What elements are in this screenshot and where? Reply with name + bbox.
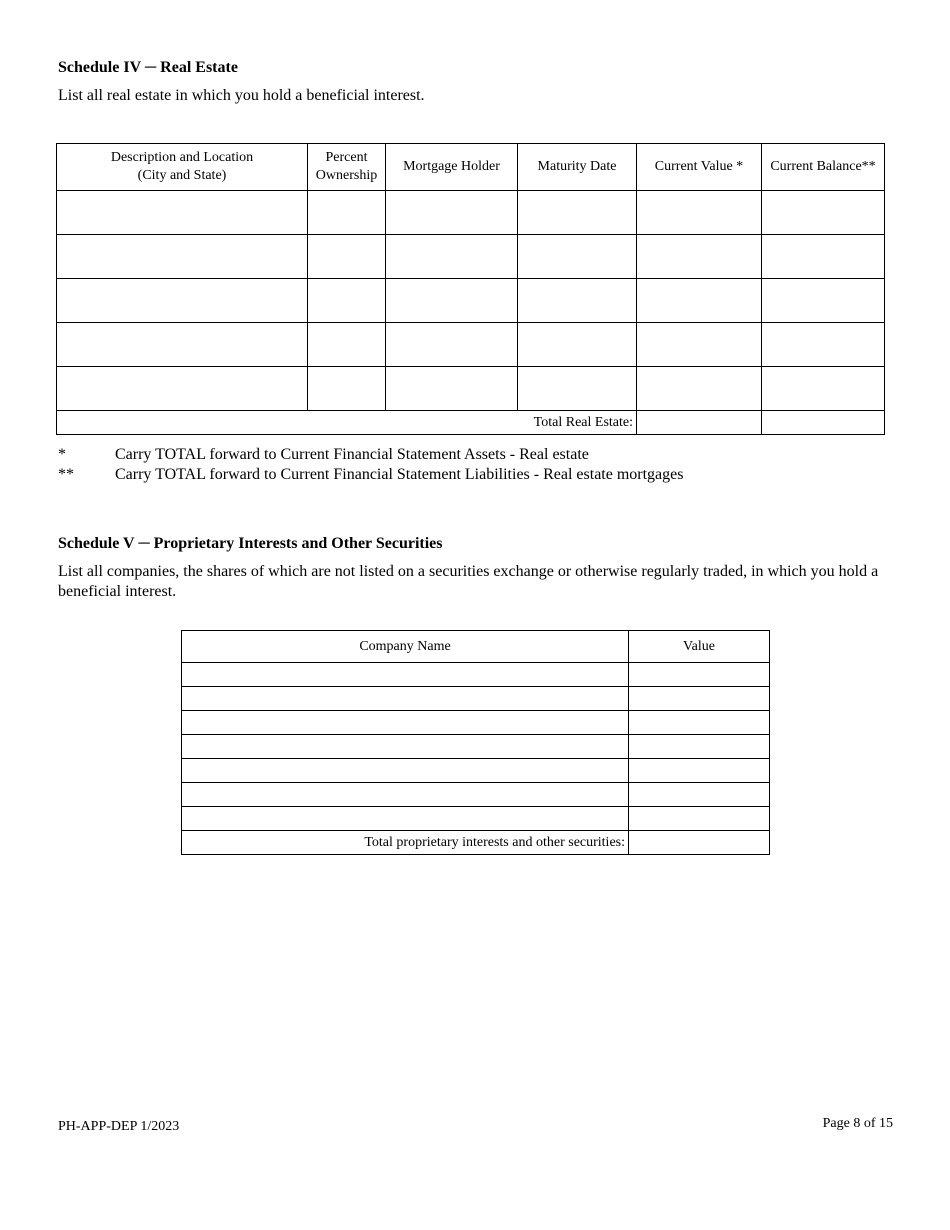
table-row	[182, 711, 770, 735]
maturity-date-cell[interactable]	[518, 191, 637, 235]
percent-cell[interactable]	[308, 235, 386, 279]
company-name-cell[interactable]	[182, 687, 629, 711]
maturity-date-cell[interactable]	[518, 367, 637, 411]
maturity-date-cell[interactable]	[518, 323, 637, 367]
company-name-cell[interactable]	[182, 759, 629, 783]
form-id: PH-APP-DEP 1/2023	[58, 1119, 180, 1134]
total-securities-value-cell[interactable]	[629, 831, 770, 855]
col-header-value: Value	[629, 631, 770, 663]
schedule-v-description: List all companies, the shares of which are not listed on a securities exchange or otherwise regularly traded, in which you hold a beneficial interest.	[58, 563, 879, 600]
company-name-cell[interactable]	[182, 783, 629, 807]
percent-cell[interactable]	[308, 367, 386, 411]
footnote-text: Carry TOTAL forward to Current Financial Statement Assets - Real estate	[115, 446, 589, 463]
real-estate-table	[56, 143, 885, 435]
footnote-mark: **	[58, 466, 74, 483]
current-value-cell[interactable]	[637, 323, 762, 367]
schedule-iv-description: List all real estate in which you hold a beneficial interest.	[58, 87, 425, 104]
current-value-cell[interactable]	[637, 367, 762, 411]
current-value-cell[interactable]	[637, 235, 762, 279]
percent-cell[interactable]	[308, 279, 386, 323]
table-row	[182, 663, 770, 687]
col-header-maturity-date: Maturity Date	[518, 144, 637, 191]
mortgage-holder-cell[interactable]	[386, 191, 518, 235]
company-name-cell[interactable]	[182, 735, 629, 759]
table-row	[57, 323, 885, 367]
percent-cell[interactable]	[308, 323, 386, 367]
securities-header-row	[182, 631, 770, 663]
description-cell[interactable]	[57, 367, 308, 411]
mortgage-holder-cell[interactable]	[386, 235, 518, 279]
current-balance-cell[interactable]	[762, 191, 885, 235]
total-row	[182, 831, 770, 855]
table-row	[182, 807, 770, 831]
col-header-company-name: Company Name	[182, 631, 629, 663]
description-cell[interactable]	[57, 191, 308, 235]
value-cell[interactable]	[629, 663, 770, 687]
col-header-mortgage-holder: Mortgage Holder	[386, 144, 518, 191]
description-cell[interactable]	[57, 279, 308, 323]
value-cell[interactable]	[629, 687, 770, 711]
description-cell[interactable]	[57, 323, 308, 367]
col-header-percent-line1: Percent	[325, 150, 368, 165]
schedule-iv-title: Schedule IV ─ Real Estate	[58, 59, 238, 76]
mortgage-holder-cell[interactable]	[386, 279, 518, 323]
total-current-balance-cell[interactable]	[762, 411, 885, 435]
schedule-v-title: Schedule V ─ Proprietary Interests and Other Securities	[58, 535, 443, 552]
col-header-description-line2: (City and State)	[137, 168, 227, 183]
company-name-cell[interactable]	[182, 711, 629, 735]
col-header-percent	[308, 144, 386, 191]
securities-table	[181, 630, 770, 855]
description-cell[interactable]	[57, 235, 308, 279]
table-row	[57, 191, 885, 235]
current-balance-cell[interactable]	[762, 323, 885, 367]
value-cell[interactable]	[629, 783, 770, 807]
percent-cell[interactable]	[308, 191, 386, 235]
maturity-date-cell[interactable]	[518, 279, 637, 323]
current-balance-cell[interactable]	[762, 235, 885, 279]
company-name-cell[interactable]	[182, 663, 629, 687]
company-name-cell[interactable]	[182, 807, 629, 831]
col-header-description	[57, 144, 308, 191]
table-row	[57, 235, 885, 279]
current-value-cell[interactable]	[637, 191, 762, 235]
total-current-value-cell[interactable]	[637, 411, 762, 435]
col-header-current-value: Current Value *	[637, 144, 762, 191]
col-header-percent-line2: Ownership	[315, 168, 378, 183]
total-securities-label: Total proprietary interests and other securities:	[182, 831, 629, 855]
real-estate-header-row	[57, 144, 885, 191]
value-cell[interactable]	[629, 711, 770, 735]
page-number: Page 8 of 15	[822, 1116, 893, 1131]
mortgage-holder-cell[interactable]	[386, 323, 518, 367]
current-value-cell[interactable]	[637, 279, 762, 323]
table-row	[182, 687, 770, 711]
footnote-mark: *	[58, 446, 66, 463]
total-row	[57, 411, 885, 435]
value-cell[interactable]	[629, 735, 770, 759]
total-real-estate-label: Total Real Estate:	[57, 411, 637, 435]
footnote-double-asterisk	[58, 465, 878, 485]
current-balance-cell[interactable]	[762, 279, 885, 323]
footnote-single-asterisk	[58, 445, 878, 465]
col-header-description-line1: Description and Location	[110, 150, 254, 165]
table-row	[182, 735, 770, 759]
maturity-date-cell[interactable]	[518, 235, 637, 279]
mortgage-holder-cell[interactable]	[386, 367, 518, 411]
value-cell[interactable]	[629, 807, 770, 831]
current-balance-cell[interactable]	[762, 367, 885, 411]
col-header-current-balance: Current Balance**	[762, 144, 885, 191]
footnote-text: Carry TOTAL forward to Current Financial Statement Liabilities - Real estate mortgages	[115, 466, 684, 483]
table-row	[57, 367, 885, 411]
table-row	[182, 783, 770, 807]
value-cell[interactable]	[629, 759, 770, 783]
table-row	[57, 279, 885, 323]
table-row	[182, 759, 770, 783]
